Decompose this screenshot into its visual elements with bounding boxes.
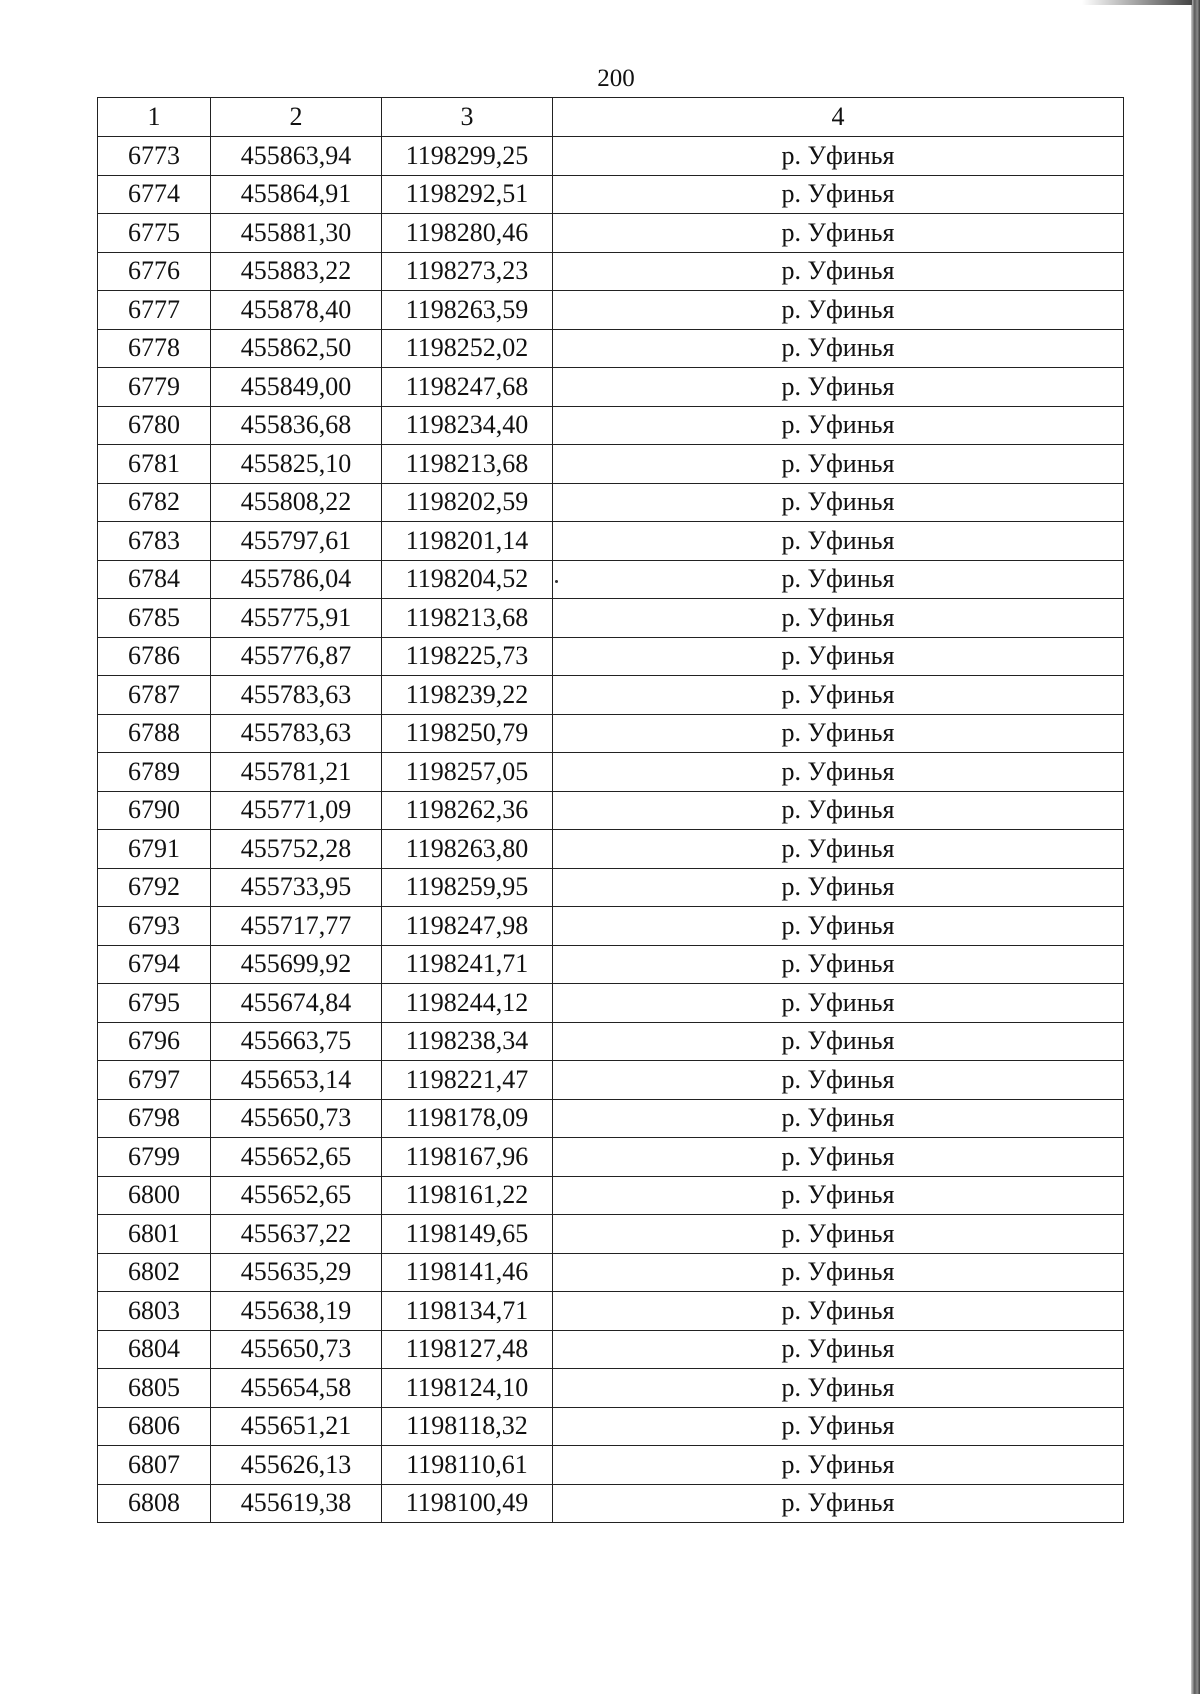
boundary-description-cell: р. Уфинья	[553, 483, 1124, 522]
coordinate-x-cell: 455752,28	[211, 830, 382, 869]
boundary-description-cell: р. Уфинья	[553, 445, 1124, 484]
boundary-description-cell: р. Уфинья	[553, 291, 1124, 330]
table-header-row	[98, 98, 1124, 137]
coordinate-y-cell: 1198201,14	[382, 522, 553, 561]
boundary-description-cell: р. Уфинья	[553, 137, 1124, 176]
boundary-description-cell: р. Уфинья	[553, 368, 1124, 407]
coordinate-x-cell: 455825,10	[211, 445, 382, 484]
table-row	[98, 1446, 1124, 1485]
coordinate-x-cell: 455626,13	[211, 1446, 382, 1485]
coordinate-x-cell: 455864,91	[211, 175, 382, 214]
point-number-cell: 6779	[98, 368, 211, 407]
coordinate-x-cell: 455783,63	[211, 676, 382, 715]
point-number-cell: 6777	[98, 291, 211, 330]
coordinate-x-cell: 455619,38	[211, 1484, 382, 1523]
coordinate-y-cell: 1198202,59	[382, 483, 553, 522]
table-body	[98, 137, 1124, 1523]
coordinate-y-cell: 1198213,68	[382, 445, 553, 484]
point-number-cell: 6773	[98, 137, 211, 176]
table-row	[98, 791, 1124, 830]
coordinate-x-cell: 455849,00	[211, 368, 382, 407]
coordinate-x-cell: 455699,92	[211, 945, 382, 984]
boundary-description-cell: р. Уфинья	[553, 945, 1124, 984]
point-number-cell: 6795	[98, 984, 211, 1023]
table-row	[98, 1099, 1124, 1138]
coordinate-y-cell: 1198124,10	[382, 1369, 553, 1408]
coordinate-y-cell: 1198110,61	[382, 1446, 553, 1485]
column-header-3: 3	[382, 98, 553, 137]
point-number-cell: 6786	[98, 637, 211, 676]
boundary-description-cell: р. Уфинья	[553, 676, 1124, 715]
table-row	[98, 406, 1124, 445]
point-number-cell: 6775	[98, 214, 211, 253]
point-number-cell: 6802	[98, 1253, 211, 1292]
point-number-cell: 6785	[98, 599, 211, 638]
boundary-description-cell: р. Уфинья	[553, 252, 1124, 291]
coordinate-y-cell: 1198238,34	[382, 1022, 553, 1061]
table-row	[98, 1061, 1124, 1100]
table-row	[98, 599, 1124, 638]
coordinate-x-cell: 455771,09	[211, 791, 382, 830]
coordinate-y-cell: 1198234,40	[382, 406, 553, 445]
coordinate-x-cell: 455783,63	[211, 714, 382, 753]
coordinate-y-cell: 1198257,05	[382, 753, 553, 792]
table-row	[98, 175, 1124, 214]
boundary-description-cell: р. Уфинья	[553, 1099, 1124, 1138]
scan-corner-mark	[1082, 0, 1192, 5]
boundary-description-cell: р. Уфинья	[553, 714, 1124, 753]
boundary-description-cell: р. Уфинья	[553, 791, 1124, 830]
coordinate-y-cell: 1198280,46	[382, 214, 553, 253]
point-number-cell: 6789	[98, 753, 211, 792]
boundary-description-cell: р. Уфинья	[553, 868, 1124, 907]
coordinate-x-cell: 455651,21	[211, 1407, 382, 1446]
table-row	[98, 368, 1124, 407]
coordinate-y-cell: 1198244,12	[382, 984, 553, 1023]
table-row	[98, 483, 1124, 522]
coordinate-y-cell: 1198250,79	[382, 714, 553, 753]
table-row	[98, 214, 1124, 253]
table-row	[98, 1253, 1124, 1292]
coordinate-y-cell: 1198292,51	[382, 175, 553, 214]
coordinate-y-cell: 1198161,22	[382, 1176, 553, 1215]
table-row	[98, 329, 1124, 368]
column-header-1: 1	[98, 98, 211, 137]
table-row	[98, 830, 1124, 869]
coordinate-y-cell: 1198221,47	[382, 1061, 553, 1100]
boundary-description-cell: р. Уфинья	[553, 1138, 1124, 1177]
table-row	[98, 637, 1124, 676]
coordinate-y-cell: 1198247,68	[382, 368, 553, 407]
coordinate-x-cell: 455717,77	[211, 907, 382, 946]
table-row	[98, 1292, 1124, 1331]
point-number-cell: 6799	[98, 1138, 211, 1177]
coordinate-x-cell: 455862,50	[211, 329, 382, 368]
boundary-description-cell: р. Уфинья	[553, 984, 1124, 1023]
coordinate-x-cell: 455650,73	[211, 1099, 382, 1138]
boundary-description-cell: р. Уфинья	[553, 1369, 1124, 1408]
coordinate-y-cell: 1198241,71	[382, 945, 553, 984]
coordinate-y-cell: 1198247,98	[382, 907, 553, 946]
point-number-cell: 6784	[98, 560, 211, 599]
coordinate-x-cell: 455653,14	[211, 1061, 382, 1100]
coordinate-y-cell: 1198252,02	[382, 329, 553, 368]
coordinate-x-cell: 455663,75	[211, 1022, 382, 1061]
coordinate-x-cell: 455635,29	[211, 1253, 382, 1292]
coordinate-x-cell: 455797,61	[211, 522, 382, 561]
boundary-description-cell: р. Уфинья	[553, 1292, 1124, 1331]
coordinate-x-cell: 455836,68	[211, 406, 382, 445]
boundary-description-cell: р. Уфинья	[553, 175, 1124, 214]
point-number-cell: 6794	[98, 945, 211, 984]
page-number: 200	[597, 65, 635, 92]
point-number-cell: 6801	[98, 1215, 211, 1254]
boundary-description-cell: р. Уфинья	[553, 214, 1124, 253]
boundary-description-cell: р. Уфинья	[553, 1061, 1124, 1100]
point-number-cell: 6803	[98, 1292, 211, 1331]
table-row	[98, 1215, 1124, 1254]
coordinate-y-cell: 1198141,46	[382, 1253, 553, 1292]
table-row	[98, 1407, 1124, 1446]
table-row	[98, 868, 1124, 907]
coordinate-y-cell: 1198204,52	[382, 560, 553, 599]
coordinate-y-cell: 1198262,36	[382, 791, 553, 830]
point-number-cell: 6776	[98, 252, 211, 291]
point-number-cell: 6787	[98, 676, 211, 715]
point-number-cell: 6805	[98, 1369, 211, 1408]
boundary-description-cell: р. Уфинья	[553, 753, 1124, 792]
table-row	[98, 945, 1124, 984]
boundary-description-cell: р. Уфинья	[553, 329, 1124, 368]
table-row	[98, 291, 1124, 330]
boundary-description-cell: р. Уфинья	[553, 1484, 1124, 1523]
table-row	[98, 984, 1124, 1023]
coordinate-y-cell: 1198273,23	[382, 252, 553, 291]
coordinate-y-cell: 1198118,32	[382, 1407, 553, 1446]
point-number-cell: 6806	[98, 1407, 211, 1446]
point-number-cell: 6788	[98, 714, 211, 753]
coordinates-table	[97, 97, 1124, 1523]
coordinate-x-cell: 455775,91	[211, 599, 382, 638]
boundary-description-cell: р. Уфинья	[553, 560, 1124, 599]
coordinate-y-cell: 1198259,95	[382, 868, 553, 907]
boundary-description-cell: р. Уфинья	[553, 1215, 1124, 1254]
coordinate-x-cell: 455881,30	[211, 214, 382, 253]
point-number-cell: 6783	[98, 522, 211, 561]
scan-edge-shadow	[1191, 0, 1200, 1694]
table-row	[98, 1022, 1124, 1061]
table-row	[98, 753, 1124, 792]
table-row	[98, 1484, 1124, 1523]
coordinate-y-cell: 1198100,49	[382, 1484, 553, 1523]
coordinate-x-cell: 455652,65	[211, 1176, 382, 1215]
table-row	[98, 1176, 1124, 1215]
table-row	[98, 676, 1124, 715]
point-number-cell: 6780	[98, 406, 211, 445]
coordinate-y-cell: 1198178,09	[382, 1099, 553, 1138]
table-row	[98, 714, 1124, 753]
coordinate-x-cell: 455883,22	[211, 252, 382, 291]
point-number-cell: 6808	[98, 1484, 211, 1523]
boundary-description-cell: р. Уфинья	[553, 1446, 1124, 1485]
boundary-description-cell: р. Уфинья	[553, 907, 1124, 946]
point-number-cell: 6792	[98, 868, 211, 907]
coordinate-x-cell: 455786,04	[211, 560, 382, 599]
table-row	[98, 1330, 1124, 1369]
boundary-description-cell: р. Уфинья	[553, 1330, 1124, 1369]
coordinate-x-cell: 455638,19	[211, 1292, 382, 1331]
boundary-description-cell: р. Уфинья	[553, 599, 1124, 638]
point-number-cell: 6793	[98, 907, 211, 946]
coordinate-y-cell: 1198213,68	[382, 599, 553, 638]
table-row	[98, 1369, 1124, 1408]
boundary-description-cell: р. Уфинья	[553, 522, 1124, 561]
table-row	[98, 137, 1124, 176]
table-row	[98, 560, 1124, 599]
coordinate-x-cell: 455781,21	[211, 753, 382, 792]
coordinate-x-cell: 455863,94	[211, 137, 382, 176]
point-number-cell: 6800	[98, 1176, 211, 1215]
point-number-cell: 6790	[98, 791, 211, 830]
coordinate-x-cell: 455776,87	[211, 637, 382, 676]
point-number-cell: 6807	[98, 1446, 211, 1485]
table-row	[98, 252, 1124, 291]
coordinate-y-cell: 1198263,59	[382, 291, 553, 330]
coordinate-y-cell: 1198167,96	[382, 1138, 553, 1177]
coordinate-y-cell: 1198134,71	[382, 1292, 553, 1331]
coordinate-x-cell: 455652,65	[211, 1138, 382, 1177]
boundary-description-cell: р. Уфинья	[553, 1253, 1124, 1292]
point-number-cell: 6778	[98, 329, 211, 368]
point-number-cell: 6804	[98, 1330, 211, 1369]
coordinate-x-cell: 455808,22	[211, 483, 382, 522]
boundary-description-cell: р. Уфинья	[553, 1407, 1124, 1446]
point-number-cell: 6791	[98, 830, 211, 869]
coordinate-y-cell: 1198263,80	[382, 830, 553, 869]
scan-speck	[555, 580, 558, 583]
column-header-2: 2	[211, 98, 382, 137]
boundary-description-cell: р. Уфинья	[553, 1022, 1124, 1061]
point-number-cell: 6798	[98, 1099, 211, 1138]
boundary-description-cell: р. Уфинья	[553, 406, 1124, 445]
boundary-description-cell: р. Уфинья	[553, 830, 1124, 869]
coordinate-x-cell: 455654,58	[211, 1369, 382, 1408]
coordinate-y-cell: 1198127,48	[382, 1330, 553, 1369]
table-row	[98, 522, 1124, 561]
coordinate-y-cell: 1198149,65	[382, 1215, 553, 1254]
point-number-cell: 6797	[98, 1061, 211, 1100]
coordinate-y-cell: 1198239,22	[382, 676, 553, 715]
boundary-description-cell: р. Уфинья	[553, 637, 1124, 676]
coordinate-x-cell: 455674,84	[211, 984, 382, 1023]
coordinate-y-cell: 1198299,25	[382, 137, 553, 176]
point-number-cell: 6774	[98, 175, 211, 214]
table-row	[98, 445, 1124, 484]
coordinate-y-cell: 1198225,73	[382, 637, 553, 676]
point-number-cell: 6796	[98, 1022, 211, 1061]
point-number-cell: 6782	[98, 483, 211, 522]
coordinate-x-cell: 455878,40	[211, 291, 382, 330]
coordinate-x-cell: 455650,73	[211, 1330, 382, 1369]
coordinate-x-cell: 455637,22	[211, 1215, 382, 1254]
column-header-4: 4	[553, 98, 1124, 137]
coordinate-x-cell: 455733,95	[211, 868, 382, 907]
table-row	[98, 907, 1124, 946]
table-row	[98, 1138, 1124, 1177]
boundary-description-cell: р. Уфинья	[553, 1176, 1124, 1215]
point-number-cell: 6781	[98, 445, 211, 484]
